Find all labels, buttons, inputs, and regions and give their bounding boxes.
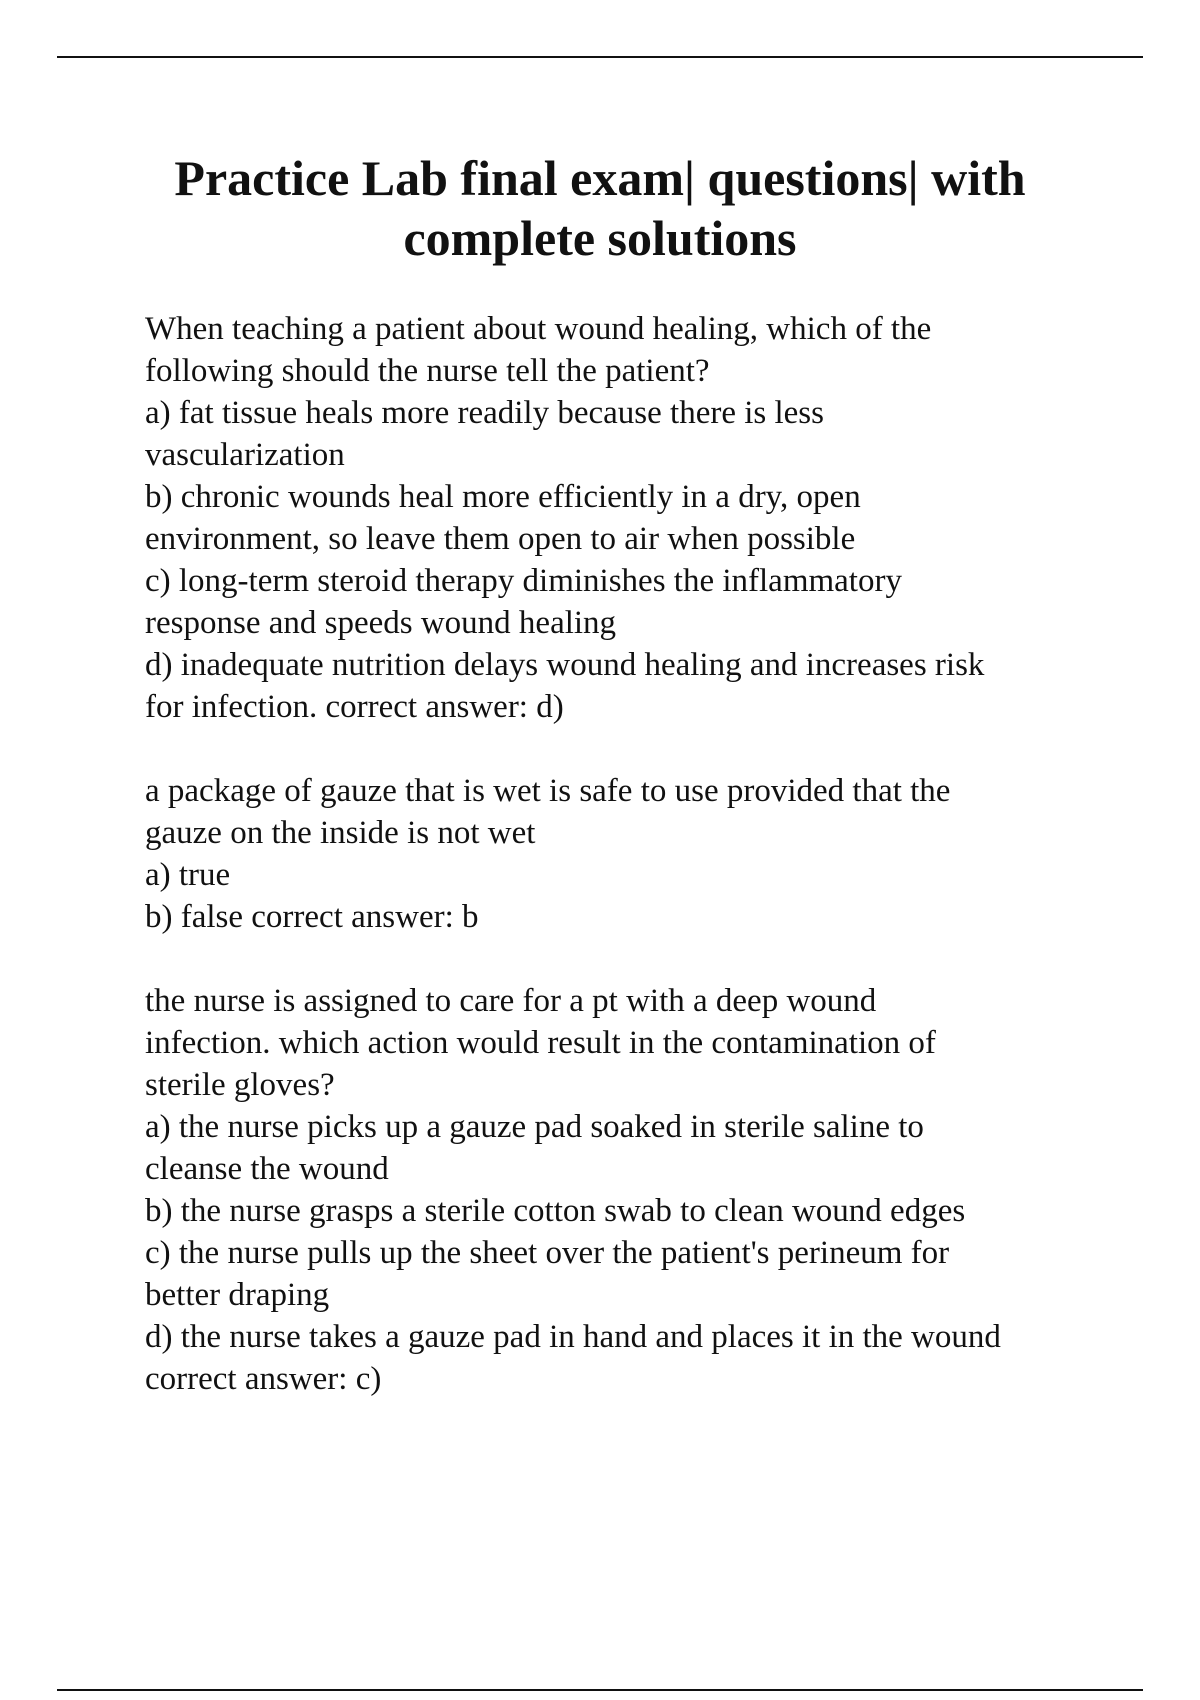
- answer-option: b) chronic wounds heal more efficiently in a dry, open: [145, 479, 861, 515]
- answer-option: d) inadequate nutrition delays wound healing and increases risk: [145, 647, 985, 683]
- question-line: gauze on the inside is not wet: [145, 815, 536, 851]
- question-2: [145, 770, 1145, 938]
- title-line: complete solutions: [403, 210, 797, 266]
- question-line: the nurse is assigned to care for a pt with a deep wound: [145, 983, 877, 1019]
- correct-answer: correct answer: c): [145, 1361, 382, 1397]
- answer-option: better draping: [145, 1277, 330, 1313]
- answer-option: vascularization: [145, 437, 345, 473]
- header-rule: [57, 56, 1143, 58]
- question-line: a package of gauze that is wet is safe to use provided that the: [145, 773, 951, 809]
- answer-option: response and speeds wound healing: [145, 605, 617, 641]
- answer-option: c) the nurse pulls up the sheet over the patient's perineum for: [145, 1235, 950, 1271]
- answer-option: d) the nurse takes a gauze pad in hand and places it in the wound: [145, 1319, 1001, 1355]
- answer-option: b) the nurse grasps a sterile cotton swab to clean wound edges: [145, 1193, 966, 1229]
- question-list: [145, 308, 1145, 1442]
- answer-option: a) the nurse picks up a gauze pad soaked in sterile saline to: [145, 1109, 924, 1145]
- question-line: sterile gloves?: [145, 1067, 335, 1103]
- title-line: Practice Lab final exam| questions| with: [174, 150, 1026, 206]
- question-line: When teaching a patient about wound healing, which of the: [145, 311, 932, 347]
- correct-answer: b) false correct answer: b: [145, 899, 479, 935]
- question-1: [145, 308, 1145, 728]
- correct-answer: for infection. correct answer: d): [145, 689, 564, 725]
- answer-option: cleanse the wound: [145, 1151, 389, 1187]
- answer-option: c) long-term steroid therapy diminishes the inflammatory: [145, 563, 902, 599]
- answer-option: a) true: [145, 857, 231, 893]
- answer-option: environment, so leave them open to air when possible: [145, 521, 856, 557]
- page-title: [100, 148, 1100, 268]
- answer-option: a) fat tissue heals more readily because there is less: [145, 395, 824, 431]
- footer-rule: [57, 1689, 1143, 1691]
- question-line: following should the nurse tell the patient?: [145, 353, 710, 389]
- question-line: infection. which action would result in the contamination of: [145, 1025, 936, 1061]
- question-3: [145, 980, 1145, 1400]
